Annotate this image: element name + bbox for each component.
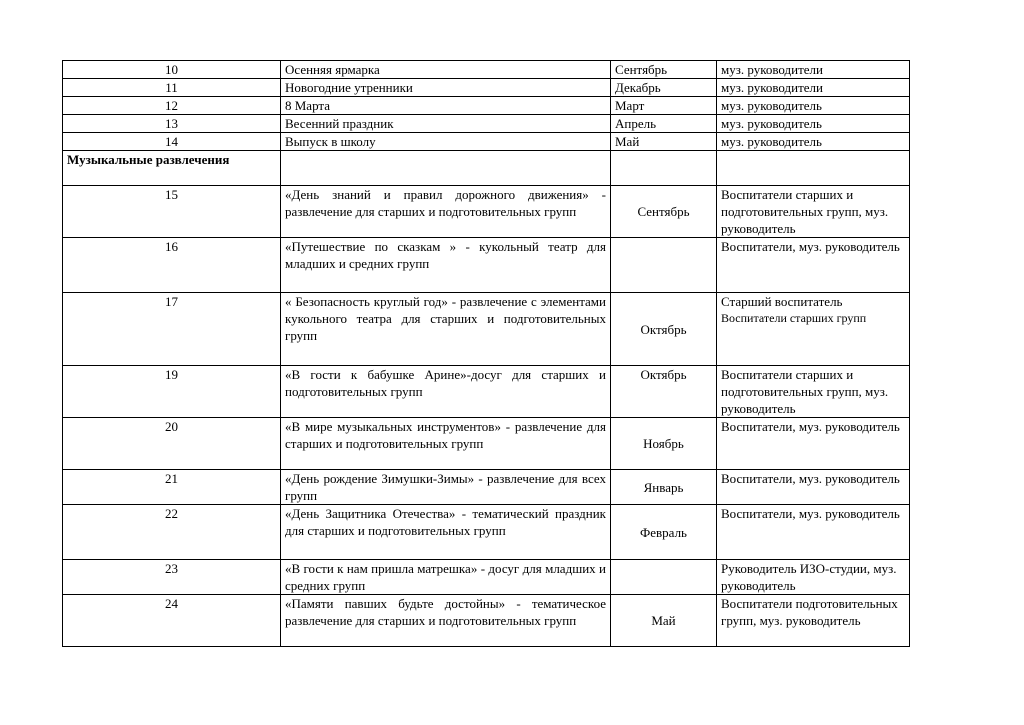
- table-row: [63, 418, 910, 470]
- row-number: 14: [63, 133, 281, 151]
- month-cell: [611, 238, 717, 293]
- row-number: 16: [63, 238, 281, 293]
- responsible-cell: муз. руководитель: [717, 133, 910, 151]
- event-cell: «В мире музыкальных инструментов» - развлечение для старших и подготовительных групп: [281, 418, 611, 470]
- responsible-line: Старший воспитатель: [721, 294, 843, 309]
- event-cell: «День рождение Зимушки-Зимы» - развлечение для всех групп: [281, 470, 611, 505]
- responsible-cell: Воспитатели, муз. руководитель: [717, 418, 910, 470]
- month-cell: Январь: [611, 470, 717, 505]
- table-row: [63, 560, 910, 595]
- table-row: [63, 366, 910, 418]
- row-number: 20: [63, 418, 281, 470]
- responsible-cell: муз. руководитель: [717, 115, 910, 133]
- section-title: Музыкальные развлечения: [63, 151, 281, 186]
- empty-cell: [281, 151, 611, 186]
- empty-cell: [717, 151, 910, 186]
- month-cell: [611, 560, 717, 595]
- event-cell: «В гости к бабушке Арине»-досуг для старших и подготовительных групп: [281, 366, 611, 418]
- row-number: 17: [63, 293, 281, 366]
- event-cell: Осенняя ярмарка: [281, 61, 611, 79]
- responsible-cell: Воспитатели, муз. руководитель: [717, 238, 910, 293]
- table-row: [63, 115, 910, 133]
- responsible-cell: муз. руководитель: [717, 97, 910, 115]
- responsible-cell: Воспитатели, муз. руководитель: [717, 505, 910, 560]
- month-cell: Октябрь: [611, 293, 717, 366]
- row-number: 23: [63, 560, 281, 595]
- row-number: 24: [63, 595, 281, 647]
- responsible-cell: муз. руководители: [717, 61, 910, 79]
- responsible-cell: Воспитатели старших и подготовительных групп, муз. руководитель: [717, 366, 910, 418]
- month-cell: Май: [611, 133, 717, 151]
- responsible-cell: Воспитатели, муз. руководитель: [717, 470, 910, 505]
- event-cell: Выпуск в школу: [281, 133, 611, 151]
- row-number: 22: [63, 505, 281, 560]
- month-cell: Март: [611, 97, 717, 115]
- row-number: 21: [63, 470, 281, 505]
- section-row: [63, 151, 910, 186]
- table-row: [63, 470, 910, 505]
- table-row: [63, 133, 910, 151]
- month-cell: Апрель: [611, 115, 717, 133]
- table-row: [63, 186, 910, 238]
- table-row: [63, 238, 910, 293]
- table-row: [63, 595, 910, 647]
- responsible-cell: Воспитатели подготовительных групп, муз. руководитель: [717, 595, 910, 647]
- events-table: [62, 60, 910, 647]
- month-cell: Май: [611, 595, 717, 647]
- event-cell: «Памяти павших будьте достойны» - тематическое развлечение для старших и подготовительных групп: [281, 595, 611, 647]
- month-cell: Сентябрь: [611, 61, 717, 79]
- responsible-cell: Воспитатели старших и подготовительных групп, муз. руководитель: [717, 186, 910, 238]
- table-row: [63, 293, 910, 366]
- responsible-cell: [717, 293, 910, 366]
- table-row: [63, 97, 910, 115]
- row-number: 13: [63, 115, 281, 133]
- event-cell: Новогодние утренники: [281, 79, 611, 97]
- responsible-line: Воспитатели старших групп: [721, 311, 867, 325]
- month-cell: Февраль: [611, 505, 717, 560]
- month-cell: Декабрь: [611, 79, 717, 97]
- empty-cell: [611, 151, 717, 186]
- month-cell: Ноябрь: [611, 418, 717, 470]
- responsible-cell: Руководитель ИЗО-студии, муз. руководитель: [717, 560, 910, 595]
- row-number: 12: [63, 97, 281, 115]
- table-row: [63, 505, 910, 560]
- document-page: [62, 60, 909, 647]
- row-number: 15: [63, 186, 281, 238]
- row-number: 19: [63, 366, 281, 418]
- event-cell: «В гости к нам пришла матрешка» - досуг для младших и средних групп: [281, 560, 611, 595]
- month-cell: Октябрь: [611, 366, 717, 418]
- table-row: [63, 79, 910, 97]
- row-number: 11: [63, 79, 281, 97]
- event-cell: «День Защитника Отечества» - тематический праздник для старших и подготовительных групп: [281, 505, 611, 560]
- event-cell: 8 Марта: [281, 97, 611, 115]
- row-number: 10: [63, 61, 281, 79]
- event-cell: «День знаний и правил дорожного движения» - развлечение для старших и подготовительных групп: [281, 186, 611, 238]
- month-cell: Сентябрь: [611, 186, 717, 238]
- responsible-cell: муз. руководители: [717, 79, 910, 97]
- event-cell: « Безопасность круглый год» - развлечение с элементами кукольного театра для старших и подготовительных групп: [281, 293, 611, 366]
- table-row: [63, 61, 910, 79]
- event-cell: «Путешествие по сказкам » - кукольный театр для младших и средних групп: [281, 238, 611, 293]
- event-cell: Весенний праздник: [281, 115, 611, 133]
